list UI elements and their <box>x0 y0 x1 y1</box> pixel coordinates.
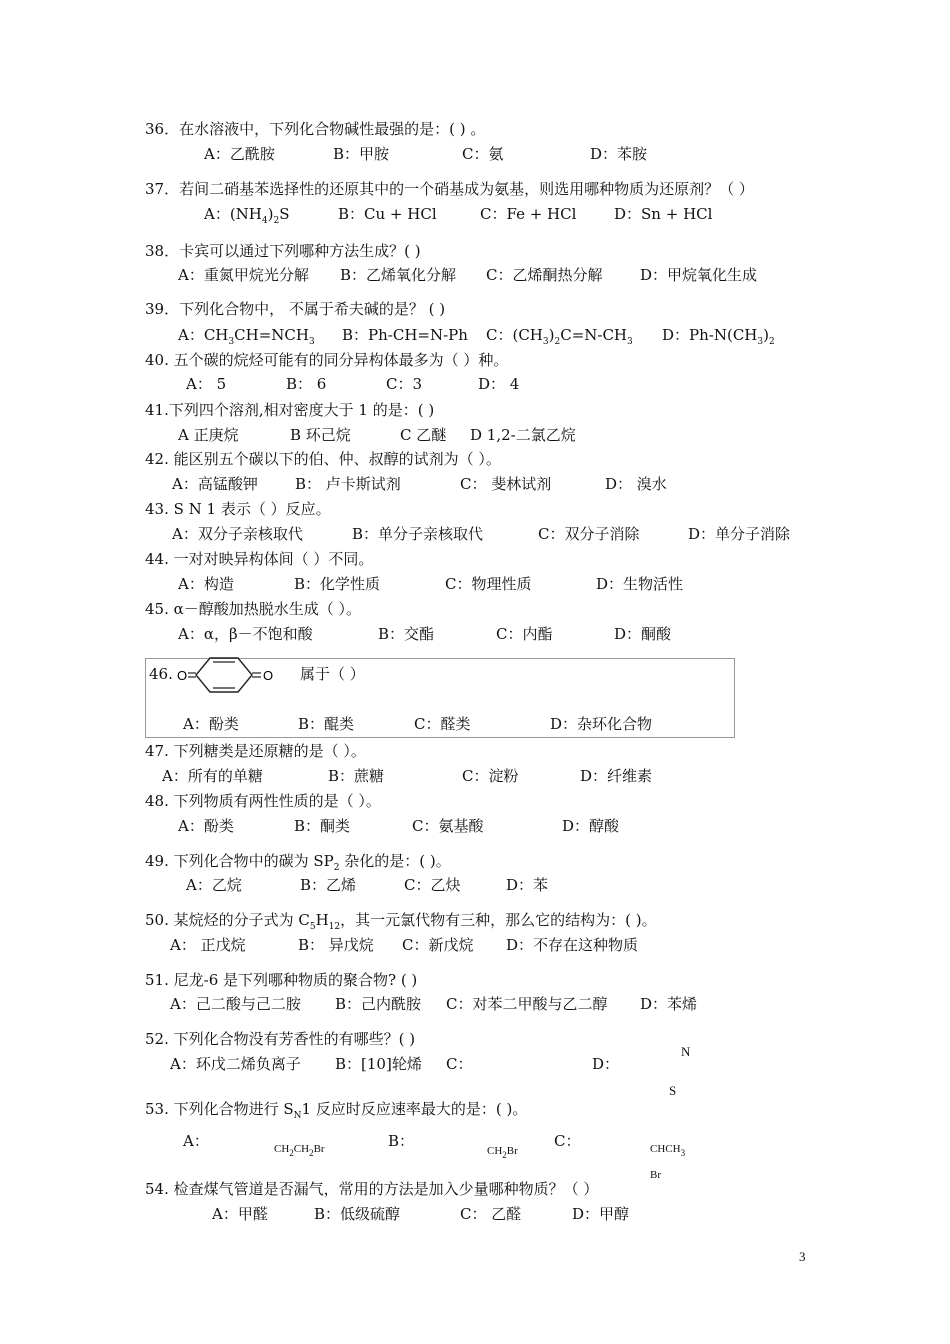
q51-option-d: D：苯烯 <box>640 995 698 1013</box>
q42-option-d: D： 溴水 <box>605 475 667 493</box>
q53-option-a: A： <box>183 1132 209 1150</box>
q39-option-b: B：Ph-CH=N-Ph <box>342 326 468 344</box>
q37-option-b: B：Cu + HCl <box>338 205 437 223</box>
q47-option-b: B：蔗糖 <box>328 767 385 785</box>
nitrogen-atom-label: N <box>681 1044 691 1059</box>
q54-option-c: C： 乙醛 <box>460 1205 522 1223</box>
q50-option-b: B： 异戊烷 <box>298 936 374 954</box>
q54-option-d: D：甲醇 <box>572 1205 630 1223</box>
q46-option-d: D：杂环化合物 <box>550 715 653 733</box>
benzoquinone-structure <box>176 652 276 698</box>
q46-option-c: C：醛类 <box>414 715 471 733</box>
q41-stem: 41.下列四个溶剂,相对密度大于 1 的是：( ) <box>145 401 435 419</box>
q43-option-d: D：单分子消除 <box>688 525 791 543</box>
q48-stem: 48. 下列物质有两性性质的是（ ）。 <box>145 792 381 810</box>
q47-option-d: D：纤维素 <box>580 767 653 785</box>
q40-option-a: A： 5 <box>186 375 227 393</box>
q45-option-c: C：内酯 <box>496 625 553 643</box>
q50-stem: 50. 某烷烃的分子式为 $C_5H_{12}$，其一元氯代物有三种，那么它的结构为：( )。 <box>145 911 657 932</box>
q51-option-a: A：己二酸与己二胺 <box>170 995 301 1013</box>
q45-option-d: D：酮酸 <box>614 625 672 643</box>
q40-option-b: B： 6 <box>286 375 327 393</box>
q45-option-b: B：交酯 <box>378 625 435 643</box>
q44-option-b: B：化学性质 <box>294 575 381 593</box>
q51-option-b: B：己内酰胺 <box>335 995 422 1013</box>
q42-option-b: B： 卢卡斯试剂 <box>295 475 401 493</box>
q46-option-a: A：酚类 <box>183 715 239 733</box>
q44-option-a: A：构造 <box>178 575 234 593</box>
q47-stem: 47. 下列糖类是还原糖的是（ ）。 <box>145 742 366 760</box>
q48-option-b: B：酮类 <box>294 817 351 835</box>
q47-option-c: C：淀粉 <box>462 767 519 785</box>
q38-stem: 38．卡宾可以通过下列哪种方法生成？( ) <box>145 242 421 260</box>
q51-option-c: C：对苯二甲酸与乙二醇 <box>446 995 608 1013</box>
q45-stem: 45. α－醇酸加热脱水生成（ ）。 <box>145 600 362 618</box>
q53-b-formula: $CH_2Br$ <box>487 1145 518 1160</box>
q37-option-c: C：Fe + HCl <box>480 205 577 223</box>
q53-option-c: C： <box>554 1132 581 1150</box>
q49-option-b: B：乙烯 <box>300 876 357 894</box>
q49-option-a: A：乙烷 <box>186 876 242 894</box>
q37-stem: 37．若间二硝基苯选择性的还原其中的一个硝基成为氨基，则选用哪种物质为还原剂？（ ） <box>145 180 754 198</box>
q52-option-d: D： <box>592 1055 620 1073</box>
q53-a-formula: $CH_2CH_2Br$ <box>274 1143 325 1158</box>
sulfur-atom-label: S <box>669 1083 677 1098</box>
q48-option-c: C：氨基酸 <box>412 817 484 835</box>
page-number: 3 <box>799 1249 806 1264</box>
q39-option-c: C：$(CH_3)_2C=N-CH_3$ <box>486 326 633 347</box>
q54-stem: 54. 检查煤气管道是否漏气，常用的方法是加入少量哪种物质？（ ） <box>145 1180 599 1198</box>
q53-stem: 53. 下列化合物进行 $S_N1$ 反应时反应速率最大的是：( )。 <box>145 1100 528 1121</box>
q40-option-c: C：3 <box>386 375 423 393</box>
q36-option-c: C：氨 <box>462 145 504 163</box>
q48-option-a: A：酚类 <box>178 817 234 835</box>
q49-option-c: C：乙炔 <box>404 876 461 894</box>
q37-option-d: D：Sn + HCl <box>614 205 713 223</box>
q38-option-a: A：重氮甲烷光分解 <box>178 266 309 284</box>
q52-option-b: B：[10]轮烯 <box>335 1055 422 1073</box>
q39-stem: 39．下列化合物中， 不属于希夫碱的是？ ( ) <box>145 300 446 318</box>
q52-option-a: A：环戊二烯负离子 <box>170 1055 301 1073</box>
oxygen-atom-left: O <box>177 668 188 683</box>
q39-option-a: A：$CH_3CH=NCH_3$ <box>178 326 315 347</box>
q41-option-c: C 乙醚 <box>400 426 447 444</box>
q46-stem: 属于（ ） <box>300 665 365 683</box>
q50-option-d: D：不存在这种物质 <box>506 936 639 954</box>
q36-option-a: A：乙酰胺 <box>204 145 275 163</box>
q36-option-d: D：苯胺 <box>590 145 648 163</box>
q41-option-d: D 1,2-二氯乙烷 <box>470 426 576 444</box>
q49-stem: 49. 下列化合物中的碳为 $SP_2$ 杂化的是：( )。 <box>145 852 451 873</box>
q42-stem: 42. 能区别五个碳以下的伯、仲、叔醇的试剂为（ ）。 <box>145 450 501 468</box>
q48-option-d: D：醇酸 <box>562 817 620 835</box>
q50-option-c: C：新戊烷 <box>402 936 474 954</box>
q45-option-a: A：α，β－不饱和酸 <box>178 625 313 643</box>
q47-option-a: A：所有的单糖 <box>162 767 263 785</box>
q39-option-d: D：$Ph-N(CH_3)_2$ <box>662 326 775 347</box>
q38-option-c: C：乙烯酮热分解 <box>486 266 603 284</box>
q40-option-d: D： 4 <box>478 375 520 393</box>
q43-option-a: A：双分子亲核取代 <box>172 525 303 543</box>
q46-option-b: B：醌类 <box>298 715 355 733</box>
q53-option-b: B： <box>388 1132 415 1150</box>
q38-option-b: B：乙烯氧化分解 <box>340 266 457 284</box>
q53-c-formula: $CHCH_3$ <box>650 1143 686 1158</box>
q36-stem: 36．在水溶液中，下列化合物碱性最强的是：( ) 。 <box>145 120 486 138</box>
q42-option-c: C： 斐林试剂 <box>460 475 552 493</box>
q53-c-bromine: Br <box>650 1169 661 1181</box>
q51-stem: 51. 尼龙-6 是下列哪种物质的聚合物? ( ) <box>145 971 418 989</box>
q50-option-a: A： 正戊烷 <box>170 936 246 954</box>
q38-option-d: D：甲烷氧化生成 <box>640 266 758 284</box>
oxygen-atom-right: O <box>263 668 274 683</box>
q37-option-a: A：$(NH_4)_2S$ <box>204 205 290 226</box>
q36-option-b: B：甲胺 <box>333 145 390 163</box>
q42-option-a: A：高锰酸钾 <box>172 475 258 493</box>
q52-option-c: C： <box>446 1055 473 1073</box>
q46-number: 46. <box>149 665 173 683</box>
q43-option-b: B：单分子亲核取代 <box>352 525 484 543</box>
q54-option-a: A：甲醛 <box>212 1205 268 1223</box>
q43-stem: 43. S N 1 表示（ ）反应。 <box>145 500 331 518</box>
q54-option-b: B：低级硫醇 <box>314 1205 401 1223</box>
q49-option-d: D：苯 <box>506 876 549 894</box>
q41-option-a: A 正庚烷 <box>178 426 239 444</box>
q44-option-d: D：生物活性 <box>596 575 684 593</box>
q41-option-b: B 环己烷 <box>290 426 351 444</box>
q43-option-c: C：双分子消除 <box>538 525 640 543</box>
q44-option-c: C：物理性质 <box>445 575 532 593</box>
q44-stem: 44. 一对对映异构体间（ ）不同。 <box>145 550 374 568</box>
q40-stem: 40. 五个碳的烷烃可能有的同分异构体最多为（ ）种。 <box>145 351 509 369</box>
q52-stem: 52. 下列化合物没有芳香性的有哪些？( ) <box>145 1030 416 1048</box>
